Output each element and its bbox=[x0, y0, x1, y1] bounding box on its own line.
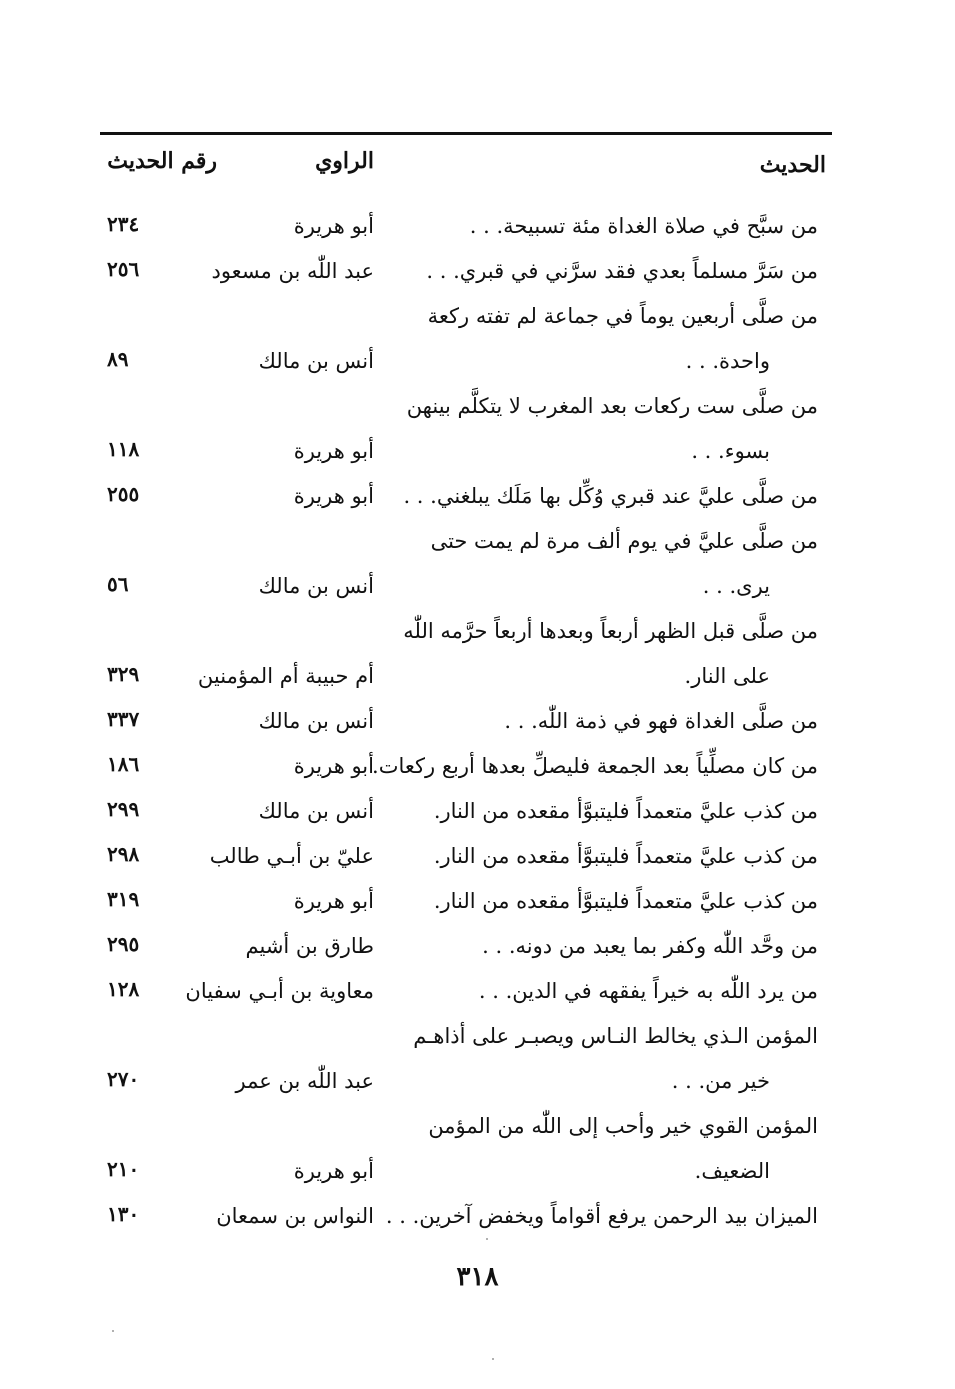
print-speck bbox=[492, 1358, 494, 1360]
hadith-entry bbox=[95, 205, 832, 250]
entry-line bbox=[95, 880, 832, 925]
hadith-entry bbox=[95, 1195, 832, 1240]
hadith-text: المؤمن القوي خير وأحب إلى اللّٰه من المؤمن bbox=[428, 1114, 818, 1138]
narrator: أبو هريرة bbox=[293, 439, 374, 463]
header-hadith: الحديث bbox=[759, 152, 826, 178]
hadith-text: من صلَّى قبل الظهر أربعاً وبعدها أربعاً حرَّمه اللّٰه bbox=[403, 619, 818, 643]
narrator: عبد اللّٰه بن مسعود bbox=[211, 259, 374, 283]
hadith-number: ٢٥٦ bbox=[107, 257, 140, 281]
hadith-text: من كان مصلِّياً بعد الجمعة فليصلِّ بعدها أربع ركعات. bbox=[372, 754, 818, 778]
hadith-entry bbox=[95, 880, 832, 925]
hadith-entry bbox=[95, 475, 832, 520]
entry-line bbox=[95, 520, 832, 565]
entry-line bbox=[95, 610, 832, 655]
hadith-text: من كذب عليَّ متعمداً فليتبوَّأ مقعده من النار. bbox=[433, 799, 818, 823]
hadith-text-continuation: واحدة. . . bbox=[685, 349, 770, 373]
hadith-number: ١٢٨ bbox=[107, 977, 140, 1001]
hadith-text: من صلَّى عليَّ في يوم ألف مرة لم يمت حتى bbox=[430, 529, 818, 553]
hadith-text-continuation: الضعيف. bbox=[694, 1159, 770, 1183]
header-number: رقم الحديث bbox=[107, 148, 217, 174]
entry-line bbox=[95, 655, 832, 700]
hadith-number: ٣٢٩ bbox=[107, 662, 140, 686]
hadith-entry bbox=[95, 250, 832, 295]
hadith-number: ١٨٦ bbox=[107, 752, 140, 776]
hadith-text-continuation: بسوء. . . bbox=[691, 439, 770, 463]
entry-line bbox=[95, 565, 832, 610]
entry-line bbox=[95, 1150, 832, 1195]
hadith-text: من صلَّى عليَّ عند قبري وُكِّل بها مَلَك يبلغني. . . bbox=[403, 484, 818, 508]
hadith-text: من سَرَّ مسلماً بعدي فقد سرَّني في قبري. . . bbox=[426, 259, 818, 283]
hadith-number: ٣٣٧ bbox=[107, 707, 140, 731]
narrator: أبو هريرة bbox=[293, 214, 374, 238]
narrator: النواس بن سمعان bbox=[216, 1204, 374, 1228]
entry-line bbox=[95, 1015, 832, 1060]
table-header bbox=[95, 148, 832, 188]
narrator: أم حبيبة أم المؤمنين bbox=[197, 664, 374, 688]
hadith-entry bbox=[95, 610, 832, 700]
narrator: أبو هريرة bbox=[293, 1159, 374, 1183]
hadith-number: ٨٩ bbox=[107, 347, 129, 371]
hadith-number: ٢٩٩ bbox=[107, 797, 140, 821]
entry-line bbox=[95, 925, 832, 970]
hadith-index-table bbox=[95, 205, 832, 1240]
hadith-entry bbox=[95, 1015, 832, 1105]
print-speck bbox=[486, 1238, 488, 1240]
entry-line bbox=[95, 475, 832, 520]
hadith-text: من صلَّى الغداة فهو في ذمة اللّٰه. . . bbox=[504, 709, 818, 733]
narrator: أبو هريرة bbox=[293, 754, 374, 778]
hadith-entry bbox=[95, 1105, 832, 1195]
hadith-text: المؤمن الـذي يخالط النـاس ويصبـر على أذاهـم bbox=[413, 1024, 818, 1048]
narrator: أبو هريرة bbox=[293, 889, 374, 913]
narrator: عبد اللّٰه بن عمر bbox=[235, 1069, 374, 1093]
entry-line bbox=[95, 970, 832, 1015]
hadith-text: من وحَّد اللّٰه وكفر بما يعبد من دونه. . . bbox=[482, 934, 818, 958]
entry-line bbox=[95, 430, 832, 475]
hadith-number: ٢٧٠ bbox=[107, 1067, 140, 1091]
hadith-number: ٢٩٨ bbox=[107, 842, 140, 866]
hadith-entry bbox=[95, 790, 832, 835]
header-narrator: الراوي bbox=[315, 148, 374, 174]
narrator: طارق بن أشيم bbox=[245, 934, 374, 958]
entry-line bbox=[95, 1105, 832, 1150]
entry-line bbox=[95, 790, 832, 835]
hadith-number: ٣١٩ bbox=[107, 887, 140, 911]
hadith-entry bbox=[95, 295, 832, 385]
narrator: معاوية بن أبـي سفيان bbox=[185, 979, 374, 1003]
narrator: أبو هريرة bbox=[293, 484, 374, 508]
hadith-text: من صلَّى ست ركعات بعد المغرب لا يتكلَّم بينهن bbox=[406, 394, 818, 418]
narrator: أنس بن مالك bbox=[258, 349, 374, 373]
hadith-number: ١٣٠ bbox=[107, 1202, 140, 1226]
entry-line bbox=[95, 250, 832, 295]
hadith-number: ٢١٠ bbox=[107, 1157, 140, 1181]
entry-line bbox=[95, 340, 832, 385]
hadith-number: ٢٩٥ bbox=[107, 932, 140, 956]
hadith-text-continuation: على النار. bbox=[684, 664, 770, 688]
hadith-entry bbox=[95, 700, 832, 745]
print-speck bbox=[112, 1330, 114, 1332]
hadith-text: من صلَّى أربعين يوماً في جماعة لم تفته ركعة bbox=[427, 304, 818, 328]
header-rule bbox=[100, 132, 832, 135]
hadith-text: من كذب عليَّ متعمداً فليتبوَّأ مقعده من النار. bbox=[433, 844, 818, 868]
hadith-entry bbox=[95, 925, 832, 970]
entry-line bbox=[95, 1195, 832, 1240]
entry-line bbox=[95, 835, 832, 880]
hadith-number: ٢٣٤ bbox=[107, 212, 140, 236]
narrator: أنس بن مالك bbox=[258, 799, 374, 823]
hadith-number: ١١٨ bbox=[107, 437, 140, 461]
hadith-text: من كذب عليَّ متعمداً فليتبوَّأ مقعده من النار. bbox=[433, 889, 818, 913]
entry-line bbox=[95, 745, 832, 790]
narrator: أنس بن مالك bbox=[258, 574, 374, 598]
hadith-entry bbox=[95, 520, 832, 610]
narrator: عليّ بن أبـي طالب bbox=[209, 844, 374, 868]
entry-line bbox=[95, 385, 832, 430]
entry-line bbox=[95, 295, 832, 340]
hadith-entry bbox=[95, 835, 832, 880]
hadith-number: ٢٥٥ bbox=[107, 482, 140, 506]
hadith-entry bbox=[95, 970, 832, 1015]
entry-line bbox=[95, 205, 832, 250]
page-number: ٣١٨ bbox=[456, 1262, 499, 1292]
hadith-text: الميزان بيد الرحمن يرفع أقواماً ويخفض آخرين. . . bbox=[385, 1204, 818, 1228]
hadith-entry bbox=[95, 385, 832, 475]
hadith-text-continuation: يرى. . . bbox=[702, 574, 770, 598]
hadith-text: من يرد اللّٰه به خيراً يفقهه في الدين. . . bbox=[478, 979, 818, 1003]
entry-line bbox=[95, 700, 832, 745]
hadith-text-continuation: خير من. . . bbox=[671, 1069, 770, 1093]
hadith-number: ٥٦ bbox=[107, 572, 129, 596]
narrator: أنس بن مالك bbox=[258, 709, 374, 733]
hadith-text: من سبَّح في صلاة الغداة مئة تسبيحة. . . bbox=[469, 214, 818, 238]
entry-line bbox=[95, 1060, 832, 1105]
hadith-entry bbox=[95, 745, 832, 790]
